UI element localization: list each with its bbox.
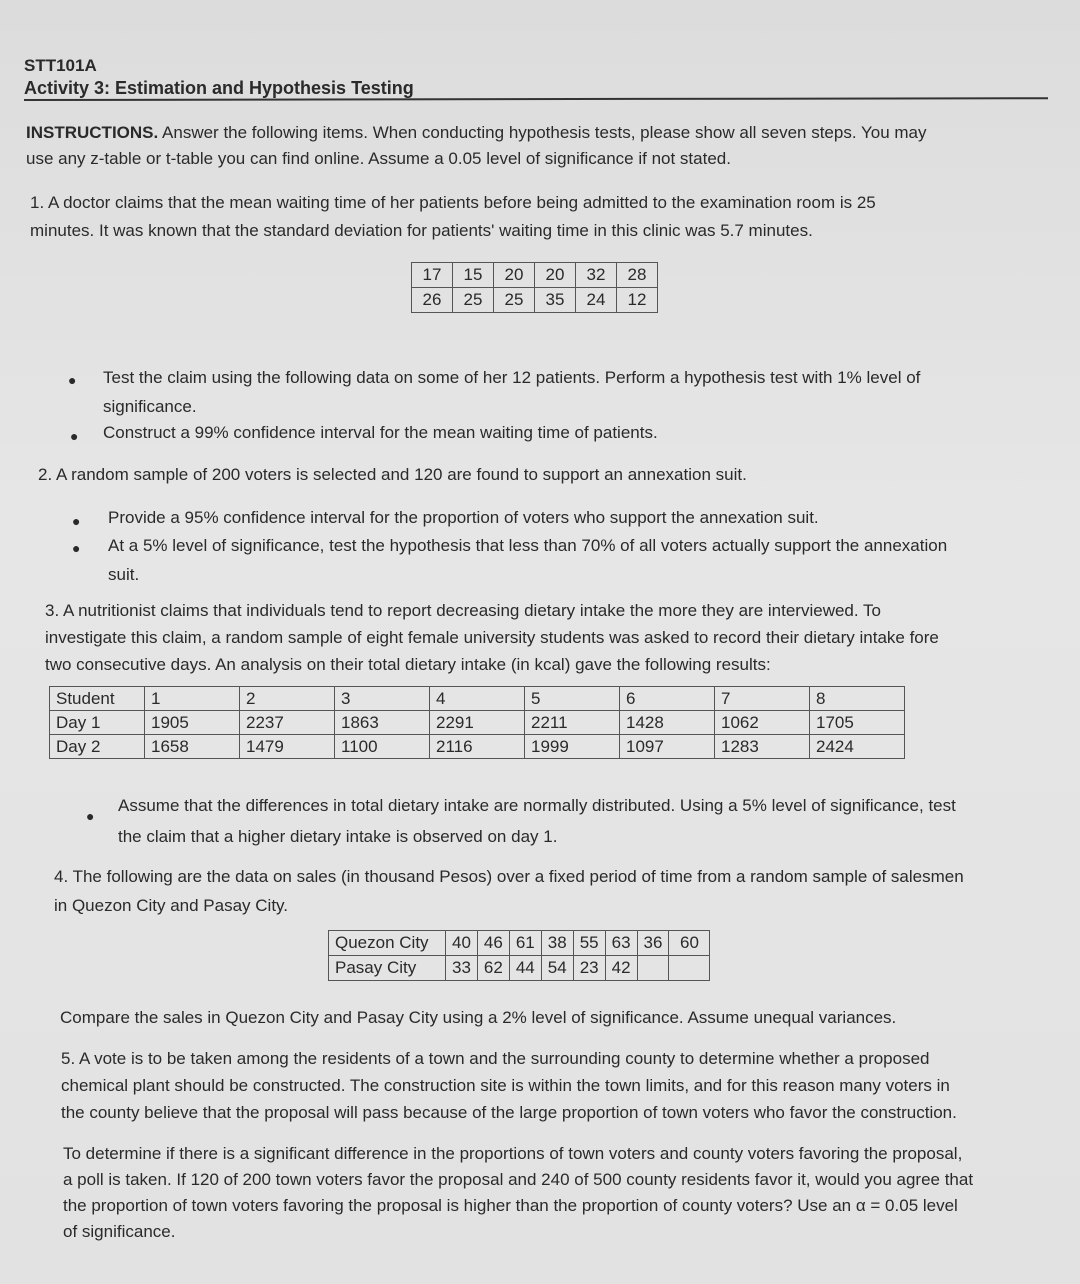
table-cell: 5 <box>525 687 620 711</box>
table-cell: 12 <box>617 288 658 313</box>
q3-line-2: investigate this claim, a random sample of eight female university students was asked to record their dietary intake fore <box>45 628 939 647</box>
activity-title: Activity 3: Estimation and Hypothesis Testing <box>24 78 414 98</box>
table-cell: 2291 <box>430 711 525 735</box>
table-cell: 1097 <box>620 735 715 759</box>
table-cell: 24 <box>576 288 617 313</box>
table-cell: 40 <box>446 931 478 956</box>
table-cell: 54 <box>541 956 573 981</box>
table-cell: 20 <box>535 263 576 288</box>
q5-p2-line-4: of significance. <box>63 1222 176 1241</box>
title-underline <box>24 97 1048 101</box>
table-row <box>50 735 905 759</box>
table-cell: 1100 <box>335 735 430 759</box>
q4-compare: Compare the sales in Quezon City and Pasay City using a 2% level of significance. Assume unequal variances. <box>60 1008 897 1027</box>
q2-line-1: 2. A random sample of 200 voters is selected and 120 are found to support an annexation suit. <box>38 465 747 484</box>
table-cell: 36 <box>637 931 669 956</box>
table-cell: 1863 <box>335 711 430 735</box>
table-row <box>329 956 710 981</box>
table-cell: 46 <box>477 931 509 956</box>
table-row <box>412 263 658 288</box>
table-cell: Student <box>50 687 145 711</box>
bullet-icon: ● <box>68 372 77 388</box>
q4-data-table <box>328 930 710 981</box>
bullet-icon: ● <box>72 540 81 556</box>
table-cell: Day 1 <box>50 711 145 735</box>
q3-data-table <box>49 686 905 759</box>
q1-bullet-2: Construct a 99% confidence interval for the mean waiting time of patients. <box>103 423 658 442</box>
bullet-icon: ● <box>72 513 81 529</box>
table-row <box>50 711 905 735</box>
q4-line-1: 4. The following are the data on sales (in thousand Pesos) over a fixed period of time from a random sample of salesmen <box>54 867 964 886</box>
table-cell: 1062 <box>715 711 810 735</box>
instructions-label: INSTRUCTIONS. <box>26 123 159 142</box>
table-cell: 44 <box>509 956 541 981</box>
q1-line-1: 1. A doctor claims that the mean waiting time of her patients before being admitted to the examination room is 25 <box>30 193 876 212</box>
table-cell: 4 <box>430 687 525 711</box>
q5-p2-line-3: the proportion of town voters favoring the proposal is higher than the proportion of county voters? Use an α = 0.05 level <box>63 1196 958 1215</box>
table-cell: 3 <box>335 687 430 711</box>
table-cell: 1705 <box>810 711 905 735</box>
table-cell: 2211 <box>525 711 620 735</box>
table-cell: 15 <box>453 263 494 288</box>
table-cell: 63 <box>605 931 637 956</box>
q1-data-table <box>411 262 658 313</box>
table-row <box>329 931 710 956</box>
table-cell: Pasay City <box>329 956 446 981</box>
q1-line-2: minutes. It was known that the standard deviation for patients' waiting time in this clinic was 5.7 minutes. <box>30 221 813 240</box>
q2-bullet-2-line-2: suit. <box>108 565 140 584</box>
q3-bullet-1-line-2: the claim that a higher dietary intake is observed on day 1. <box>118 827 558 846</box>
table-cell: 1479 <box>240 735 335 759</box>
table-cell: 1999 <box>525 735 620 759</box>
table-cell: 60 <box>669 931 710 956</box>
q5-line-1: 5. A vote is to be taken among the residents of a town and the surrounding county to determine whether a proposed <box>61 1049 930 1068</box>
table-cell: 23 <box>573 956 605 981</box>
instructions-line-2: use any z-table or t-table you can find online. Assume a 0.05 level of significance if not stated. <box>26 149 731 168</box>
q3-line-1: 3. A nutritionist claims that individuals tend to report decreasing dietary intake the more they are interviewed. To <box>45 601 881 620</box>
table-cell: 61 <box>509 931 541 956</box>
table-cell: 35 <box>535 288 576 313</box>
q2-bullet-1: Provide a 95% confidence interval for the proportion of voters who support the annexation suit. <box>108 508 819 527</box>
table-cell: 2 <box>240 687 335 711</box>
table-cell: 25 <box>453 288 494 313</box>
table-cell: 33 <box>446 956 478 981</box>
bullet-icon: ● <box>86 808 95 824</box>
table-cell: 55 <box>573 931 605 956</box>
table-cell: 2424 <box>810 735 905 759</box>
q1-bullet-1-line-2: significance. <box>103 397 197 416</box>
table-cell: 42 <box>605 956 637 981</box>
table-cell: 20 <box>494 263 535 288</box>
table-cell: 1283 <box>715 735 810 759</box>
table-cell: 32 <box>576 263 617 288</box>
table-cell: 7 <box>715 687 810 711</box>
q5-p2-line-1: To determine if there is a significant difference in the proportions of town voters and county voters favoring the proposal, <box>63 1144 963 1163</box>
bullet-icon: ● <box>70 428 79 444</box>
table-row <box>412 288 658 313</box>
table-cell: Quezon City <box>329 931 446 956</box>
table-cell: 25 <box>494 288 535 313</box>
table-cell: 6 <box>620 687 715 711</box>
q5-p2-line-2: a poll is taken. If 120 of 200 town voters favor the proposal and 240 of 500 county residents favor it, would you agree that <box>63 1170 974 1189</box>
table-row <box>50 687 905 711</box>
table-cell <box>669 956 710 981</box>
table-cell: 17 <box>412 263 453 288</box>
table-cell: 1905 <box>145 711 240 735</box>
table-cell: 2237 <box>240 711 335 735</box>
table-cell: 1658 <box>145 735 240 759</box>
table-cell: 1428 <box>620 711 715 735</box>
table-cell: 2116 <box>430 735 525 759</box>
q1-bullet-1-line-1: Test the claim using the following data on some of her 12 patients. Perform a hypothesis test with 1% level of <box>103 368 921 387</box>
q4-line-2: in Quezon City and Pasay City. <box>54 896 289 915</box>
table-cell: 26 <box>412 288 453 313</box>
table-cell: 38 <box>541 931 573 956</box>
q5-line-3: the county believe that the proposal will pass because of the large proportion of town voters who favor the construction. <box>61 1103 957 1122</box>
q2-bullet-2-line-1: At a 5% level of significance, test the hypothesis that less than 70% of all voters actually support the annexation <box>108 536 948 555</box>
table-cell: 8 <box>810 687 905 711</box>
table-cell: Day 2 <box>50 735 145 759</box>
table-cell: 28 <box>617 263 658 288</box>
q5-line-2: chemical plant should be constructed. The construction site is within the town limits, and for this reason many voters in <box>61 1076 950 1095</box>
course-code: STT101A <box>24 56 97 75</box>
instructions-line-1: INSTRUCTIONS. Answer the following items. When conducting hypothesis tests, please show all seven steps. You may <box>26 123 927 142</box>
table-cell <box>637 956 669 981</box>
q3-bullet-1-line-1: Assume that the differences in total dietary intake are normally distributed. Using a 5% level of significance, test <box>118 796 956 815</box>
table-cell: 62 <box>477 956 509 981</box>
q3-line-3: two consecutive days. An analysis on their total dietary intake (in kcal) gave the following results: <box>45 655 771 674</box>
table-cell: 1 <box>145 687 240 711</box>
